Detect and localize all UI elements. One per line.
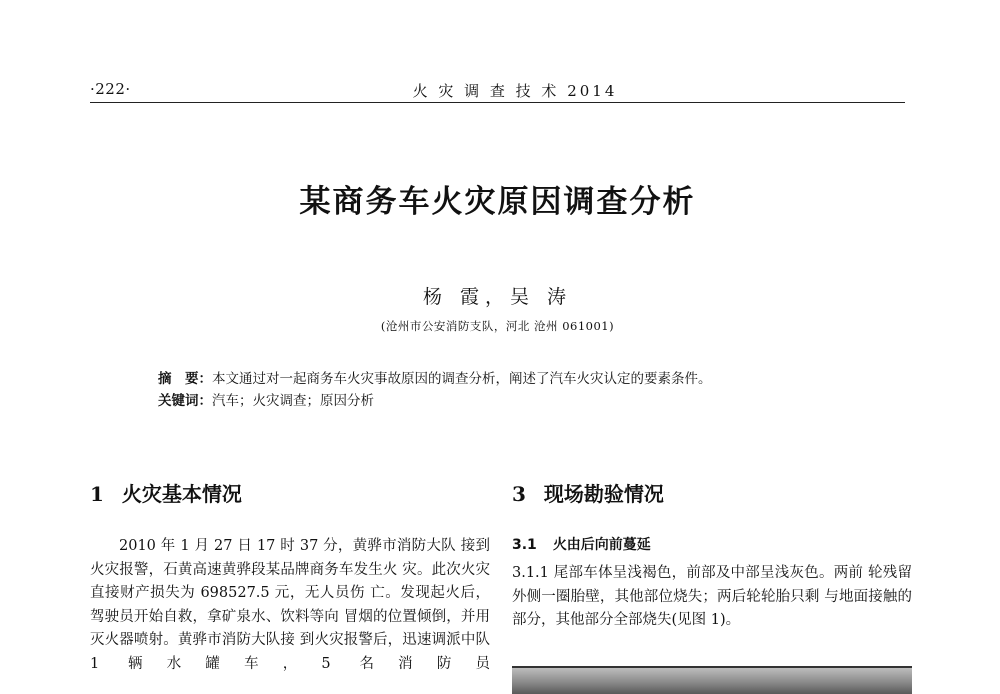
abstract-line <box>158 368 918 390</box>
abstract-label: 摘 要： <box>158 371 212 387</box>
keywords-line <box>158 390 918 412</box>
section-3-title: 现场勘验情况 <box>543 482 664 506</box>
section-1-body <box>90 535 490 676</box>
body-line: 接到火灾报警，石黄高速黄骅段某品牌商务车发生火 <box>90 538 490 578</box>
subsection-title: 火由后向前蔓延 <box>552 537 651 553</box>
body-line: 轮残留外侧一圈胎壁，其他部位烧失；两后轮轮胎只剩 <box>512 565 913 605</box>
section-1-title: 火灾基本情况 <box>121 482 242 506</box>
section-1-heading <box>90 478 242 507</box>
body-line: 到火灾报警后，迅速调派中队 1 辆水罐车，5 名消防员 <box>90 632 491 672</box>
section-3-number: 3 <box>512 482 526 506</box>
keywords-label: 关键词： <box>158 393 212 409</box>
article-title: 某商务车火灾原因调查分析 <box>299 184 696 220</box>
body-paragraph <box>512 562 912 633</box>
body-paragraph <box>90 535 490 676</box>
body-line: 冒烟的位置倾倒，并用灭火器喷射。黄骅市消防大队接 <box>90 608 491 648</box>
author-affiliation: (沧州市公安消防支队，河北 沧州 061001) <box>380 319 615 333</box>
abstract-text: 本文通过对一起商务车火灾事故原因的调查分析，阐述了汽车火灾认定的要素条件。 <box>212 371 712 387</box>
abstract-block <box>158 368 918 412</box>
section-3-heading <box>512 478 664 507</box>
journal-name: 火 灾 调 查 技 术 2014 <box>412 82 618 100</box>
body-line: 与地面接触的部分，其他部分全部烧失(见图 1)。 <box>512 588 913 628</box>
subsection-3-1-heading <box>512 534 651 554</box>
figure-1-photo <box>512 666 912 694</box>
section-1-number: 1 <box>90 482 104 506</box>
page-number: ·222· <box>90 80 131 98</box>
subsection-number: 3.1 <box>512 537 537 553</box>
keywords-text: 汽车；火灾调查；原因分析 <box>212 393 374 409</box>
body-line: 3.1.1 尾部车体呈浅褐色，前部及中部呈浅灰色。两前 <box>512 565 864 581</box>
article-authors: 杨 霞，吴 涛 <box>422 286 573 308</box>
body-line: 2010 年 1 月 27 日 17 时 37 分，黄骅市消防大队 <box>119 538 456 554</box>
section-3-body <box>512 562 912 633</box>
body-line: 亡。发现起火后，驾驶员开始自救，拿矿泉水、饮料等向 <box>90 585 491 625</box>
body-line: 灾。此次火灾直接财产损失为 698527.5 元，无人员伤 <box>90 561 491 601</box>
header-rule <box>90 102 905 103</box>
